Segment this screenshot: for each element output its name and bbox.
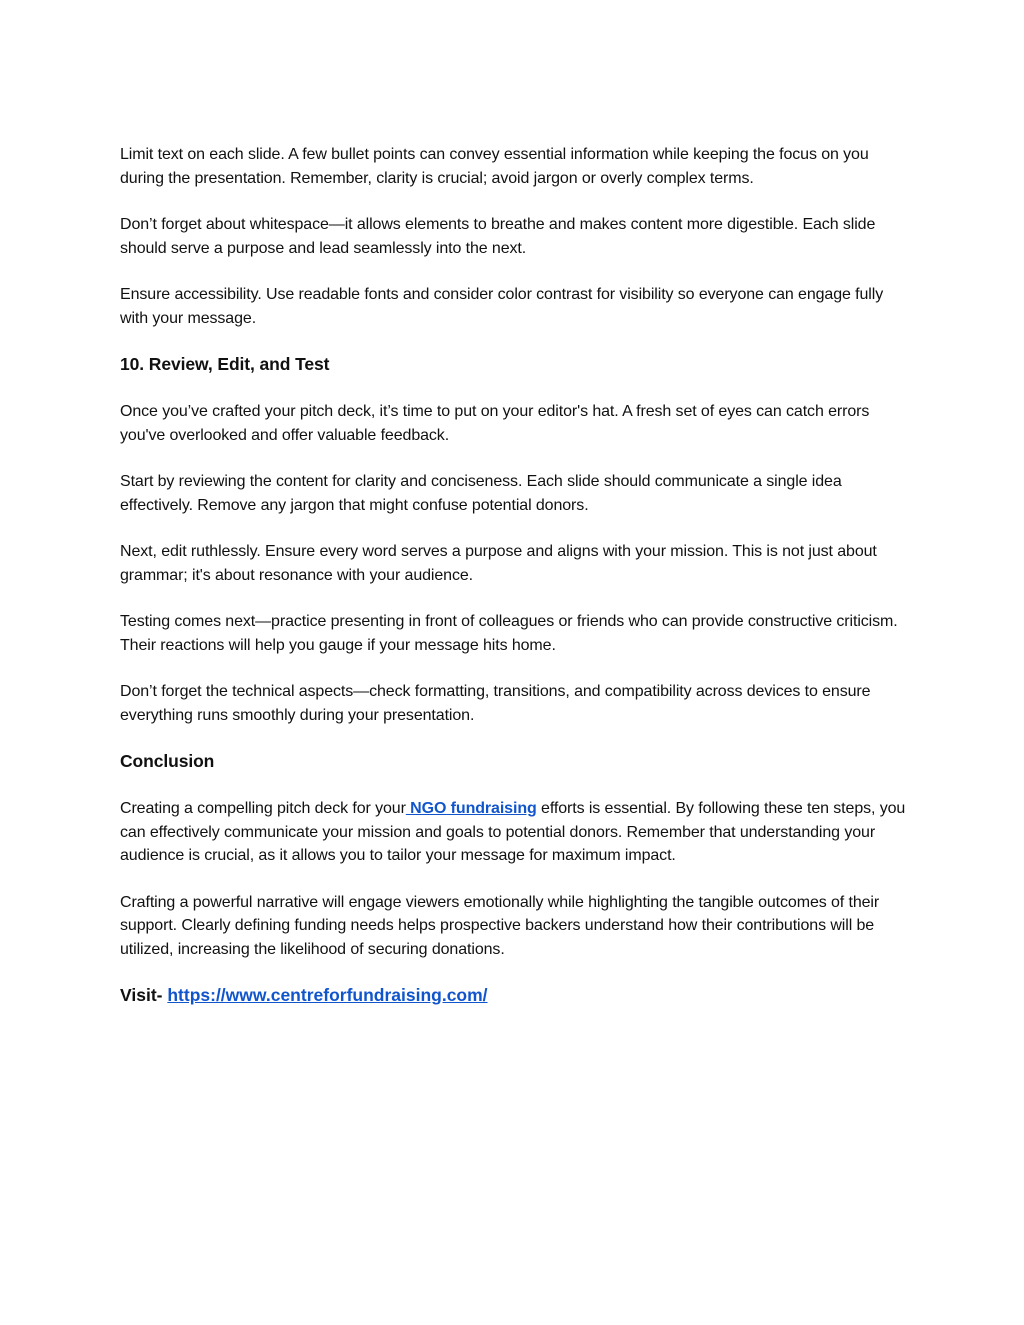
document-page	[120, 143, 910, 1007]
paragraph-limit-text: Limit text on each slide. A few bullet points can convey essential information while keeping the focus on you during the presentation. Remember, clarity is crucial; avoid jargon or overly complex terms.	[120, 146, 869, 187]
website-link[interactable]: https://www.centreforfundraising.com/	[167, 985, 488, 1005]
paragraph-technical-aspects: Don’t forget the technical aspects—check formatting, transitions, and compatibility across devices to ensure everything runs smoothly during your presentation.	[120, 683, 871, 724]
paragraph-conclusion-2: Crafting a powerful narrative will engage viewers emotionally while highlighting the tangible outcomes of their support. Clearly defining funding needs helps prospective backers understand how their contributions will be utilized, increasing the likelihood of securing donations.	[120, 893, 880, 958]
visit-label: Visit-	[120, 985, 168, 1005]
visit-line	[120, 984, 910, 1007]
paragraph-conclusion-1	[120, 797, 910, 868]
ngo-fundraising-link[interactable]: NGO fundraising	[405, 800, 537, 817]
paragraph-whitespace: Don’t forget about whitespace—it allows elements to breathe and makes content more digestible. Each slide should serve a purpose and lead seamlessly into the next.	[120, 216, 876, 257]
conclusion-text-after-link: efforts is essential. By following these ten steps, you can effectively communicate your mission and goals to potential donors. Remember that understanding your audience is crucial, as it allows you to tailor your message for maximum impact.	[120, 800, 906, 864]
paragraph-crafted-deck: Once you’ve crafted your pitch deck, it’s time to put on your editor's hat. A fresh set of eyes can catch errors you've overlooked and offer valuable feedback.	[120, 403, 870, 444]
paragraph-edit-ruthlessly: Next, edit ruthlessly. Ensure every word serves a purpose and aligns with your mission. This is not just about grammar; it's about resonance with your audience.	[120, 543, 877, 584]
paragraph-testing: Testing comes next—practice presenting in front of colleagues or friends who can provide constructive criticism. Their reactions will help you gauge if your message hits home.	[120, 613, 898, 654]
paragraph-reviewing-content: Start by reviewing the content for clarity and conciseness. Each slide should communicate a single idea effectively. Remove any jargon that might confuse potential donors.	[120, 473, 842, 514]
heading-conclusion: Conclusion	[120, 751, 215, 771]
heading-review-edit-test: 10. Review, Edit, and Test	[120, 354, 330, 374]
conclusion-text-before-link: Creating a compelling pitch deck for your	[120, 800, 406, 817]
paragraph-accessibility: Ensure accessibility. Use readable fonts and consider color contrast for visibility so everyone can engage fully with your message.	[120, 286, 884, 327]
